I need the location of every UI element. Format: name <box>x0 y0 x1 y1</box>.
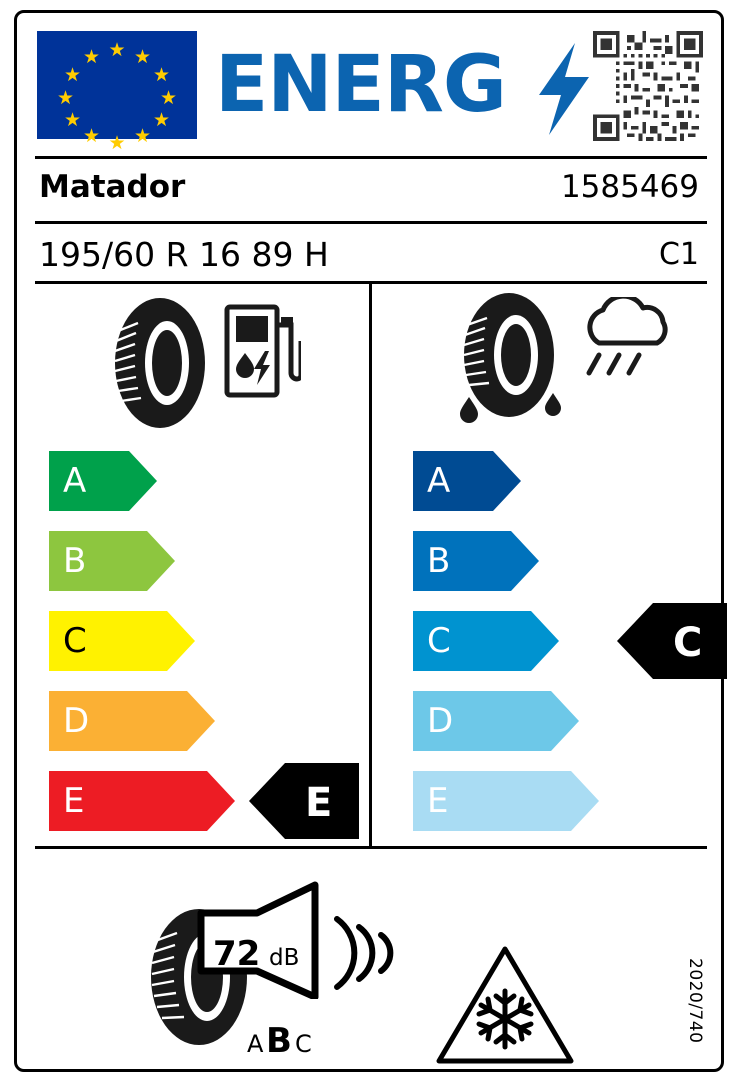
type-code: 1585469 <box>560 169 699 205</box>
tyre-icon-wet <box>449 293 569 433</box>
fuel-grade-D <box>49 691 215 751</box>
divider-noise <box>35 846 707 849</box>
wet-grade-B <box>413 531 539 591</box>
label-header <box>17 13 721 153</box>
fuel-grade-D-letter: D <box>63 701 90 741</box>
energ-wordmark: ENERG <box>215 40 506 130</box>
noise-value: 72 <box>213 934 261 974</box>
fuel-grade-E <box>49 771 235 831</box>
rain-cloud-icon <box>573 297 681 387</box>
wet-rating-letter: C <box>673 620 703 666</box>
lightning-bolt-icon <box>535 43 591 135</box>
wet-grade-A <box>413 451 521 511</box>
fuel-grade-B <box>49 531 175 591</box>
sound-waves-icon <box>329 905 405 1001</box>
tyre-icon-fuel <box>105 293 215 433</box>
noise-class-b: B <box>266 1021 292 1061</box>
tyre-class: C1 <box>658 237 699 272</box>
noise-class-c: C <box>295 1030 312 1058</box>
brand-name: Matador <box>39 169 186 205</box>
fuel-rating-pointer <box>249 763 359 839</box>
wet-grade-B-letter: B <box>427 541 451 581</box>
fuel-pump-icon <box>223 301 301 401</box>
wet-grade-A-letter: A <box>427 461 451 501</box>
eu-flag-icon: ★ ★ ★ ★ ★ ★ ★ ★ ★ ★ ★ ★ <box>37 31 197 139</box>
divider-columns <box>369 281 372 846</box>
fuel-grade-E-letter: E <box>63 781 85 821</box>
qr-code-icon <box>593 31 703 141</box>
wet-grade-E <box>413 771 599 831</box>
wet-grade-C-letter: C <box>427 621 451 661</box>
wet-grade-E-letter: E <box>427 781 449 821</box>
fuel-grade-B-letter: B <box>63 541 87 581</box>
wet-grade-D <box>413 691 579 751</box>
divider-header <box>35 156 707 159</box>
fuel-grade-C-letter: C <box>63 621 87 661</box>
energy-label-card <box>14 10 724 1072</box>
wet-grade-C <box>413 611 559 671</box>
noise-unit: dB <box>269 945 300 971</box>
wet-grade-D-letter: D <box>427 701 454 741</box>
regulation-reference: 2020/740 <box>685 957 705 1043</box>
snowflake-mountain-icon <box>435 943 575 1068</box>
fuel-rating-letter: E <box>305 780 333 826</box>
divider-brand <box>35 221 707 224</box>
fuel-grade-C <box>49 611 195 671</box>
fuel-grade-A <box>49 451 157 511</box>
wet-rating-pointer <box>617 603 727 679</box>
noise-class-a: A <box>247 1030 264 1058</box>
tyre-size: 195/60 R 16 89 H <box>39 235 329 274</box>
fuel-grade-A-letter: A <box>63 461 87 501</box>
